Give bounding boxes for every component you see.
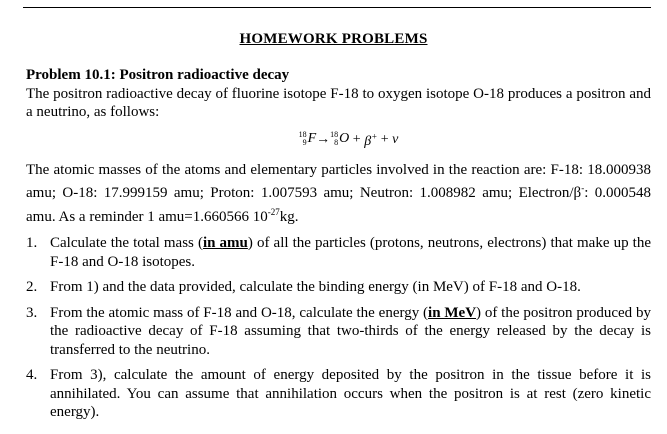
top-rule bbox=[23, 7, 651, 8]
problem-heading: Problem 10.1: Positron radioactive decay bbox=[26, 67, 290, 83]
parent-mass-number: 18 bbox=[298, 130, 307, 140]
parent-symbol: F bbox=[307, 131, 317, 147]
question-item: 1. Calculate the total mass (in amu) of all the particles (protons, neutrons, electrons) that make up the F-18 and O-18 isotopes. bbox=[26, 235, 651, 270]
daughter-mass-number: 18 bbox=[330, 130, 339, 140]
neutrino-symbol: ν bbox=[392, 131, 399, 147]
page-title: HOMEWORK PROBLEMS bbox=[239, 31, 428, 47]
daughter-symbol: O bbox=[339, 131, 350, 147]
atomic-masses-paragraph bbox=[26, 161, 651, 227]
problem-content bbox=[26, 66, 651, 429]
daughter-nuclide bbox=[330, 130, 349, 149]
question-number: 1. bbox=[26, 235, 38, 252]
parent-atomic-number: 9 bbox=[302, 138, 307, 148]
question-number: 3. bbox=[26, 304, 38, 321]
parent-nuclide bbox=[299, 130, 317, 149]
emphasis-unit: in amu bbox=[202, 235, 248, 252]
problem-intro: The positron radioactive decay of fluorine isotope F-18 to oxygen isotope O-18 produces a positron and a neutrino, as follows: bbox=[26, 85, 651, 120]
daughter-atomic-number: 8 bbox=[334, 138, 339, 148]
reaction-arrow: → bbox=[316, 131, 331, 147]
question-number: 4. bbox=[26, 367, 38, 384]
plus-sign-2: + bbox=[380, 131, 389, 147]
masses-text-3: kg. bbox=[279, 208, 299, 225]
question-number: 2. bbox=[26, 279, 38, 296]
emphasis-unit: in MeV bbox=[428, 304, 477, 321]
plus-sign-1: + bbox=[352, 131, 361, 147]
masses-text-2: : 0.000548 amu. As a reminder 1 amu=1.660566 10 bbox=[26, 185, 651, 225]
question-item: 2. From 1) and the data provided, calculate the binding energy (in MeV) of F-18 and O-18. bbox=[26, 279, 581, 296]
beta-symbol: β+ bbox=[364, 131, 378, 150]
beta-charge: + bbox=[371, 131, 378, 142]
question-item: 4. From 3), calculate the amount of energy deposited by the positron in the tissue before it is annihilated. You can assume that annihilation occurs when the positron is at rest (zero kinetic energy). bbox=[26, 367, 651, 421]
amu-exponent: -27 bbox=[267, 206, 280, 217]
masses-text: The atomic masses of the atoms and elementary particles involved in the reaction are: F-18: 18.000938 amu; O-18: 17.999159 amu; Proton: 1.007593 amu; Neutron: 1.008982 amu; Electron/β bbox=[26, 161, 651, 202]
question-item: 3. From the atomic mass of F-18 and O-18, calculate the energy (in MeV) of the positron produced by the radioactive decay of F-18 assuming that two-thirds of the energy released by the decay is transferred to the neutrino. bbox=[26, 304, 651, 358]
decay-equation bbox=[26, 128, 651, 152]
electron-charge: - bbox=[581, 183, 585, 194]
question-list bbox=[26, 234, 651, 422]
